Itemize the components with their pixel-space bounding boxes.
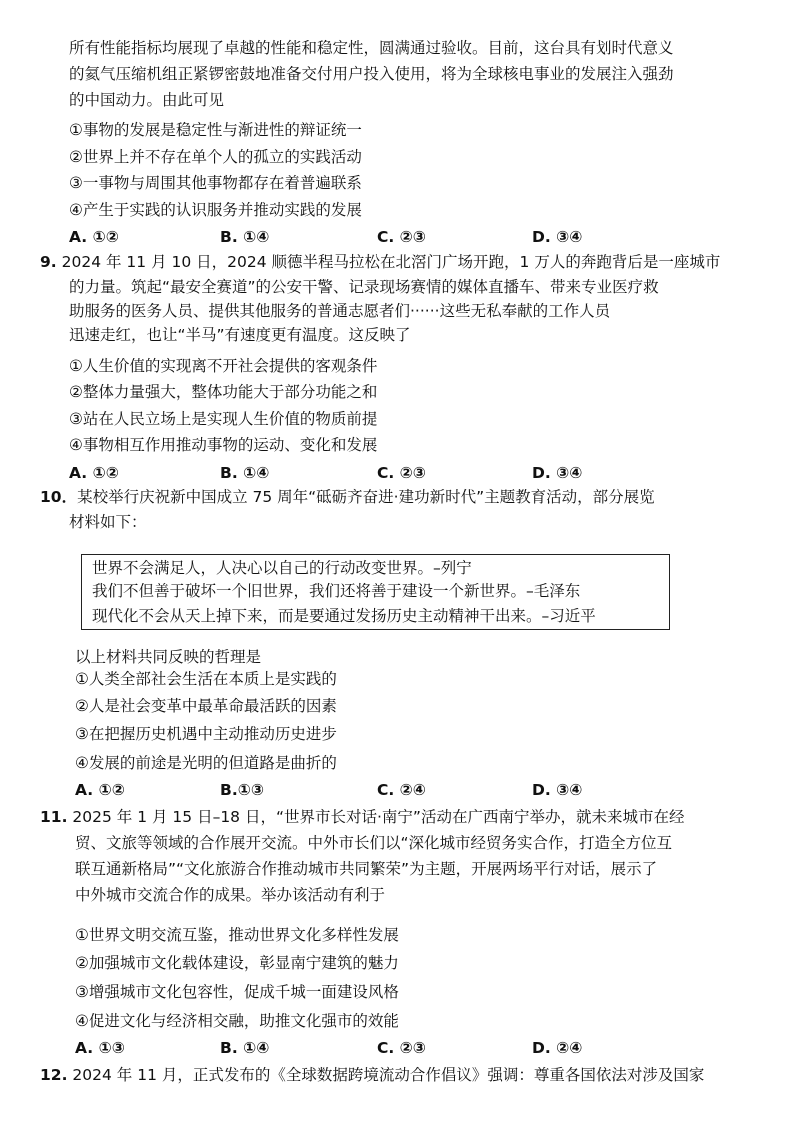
q11-option-b: B. ①④ (220, 1039, 270, 1057)
q8-option-b: B. ①④ (220, 228, 270, 246)
q10-statement-2: ②人是社会变革中最革命最活跃的因素 (75, 697, 337, 715)
q10-stem-text-1: 某校举行庆祝新中国成立 75 周年“砥砺齐奋进·建功新时代”主题教育活动，部分展览 (77, 488, 655, 506)
q10-quote-xi: 现代化不会从天上掉下来，而是要通过发扬历史主动精神干出来。–习近平 (92, 607, 596, 625)
q11-statement-3: ③增强城市文化包容性，促成千城一面建设风格 (75, 983, 399, 1001)
q12-stem-line-1 (40, 1064, 704, 1086)
q8-option-a: A. ①② (69, 228, 119, 246)
q9-stem-line-3: 助服务的医务人员、提供其他服务的普通志愿者们······这些无私奉献的工作人员 (69, 302, 611, 320)
q9-statement-3: ③站在人民立场上是实现人生价值的物质前提 (69, 410, 378, 428)
q11-option-a: A. ①③ (75, 1039, 125, 1057)
q8-stem-line-2: 的氦气压缩机组正紧锣密鼓地准备交付用户投入使用，将为全球核电事业的发展注入强劲 (69, 65, 674, 83)
q8-option-c: C. ②③ (377, 228, 426, 246)
q12-number: 12. (40, 1066, 68, 1084)
q8-stem-line-3: 的中国动力。由此可见 (69, 91, 225, 109)
q8-option-d: D. ③④ (532, 228, 583, 246)
q9-statement-1: ①人生价值的实现离不开社会提供的客观条件 (69, 357, 378, 375)
q11-option-d: D. ②④ (532, 1039, 583, 1057)
q10-option-c: C. ②④ (377, 781, 426, 799)
q8-stem-line-1: 所有性能指标均展现了卓越的性能和稳定性，圆满通过验收。目前，这台具有划时代意义 (69, 39, 674, 57)
q11-stem-line-2: 贸、文旅等领域的合作展开交流。中外市长们以“深化城市经贸务实合作，打造全方位互 (75, 834, 673, 852)
q10-statement-1: ①人类全部社会生活在本质上是实践的 (75, 670, 337, 688)
q10-number: 10． (40, 488, 78, 506)
q9-stem-text-1: 2024 年 11 月 10 日，2024 顺德半程马拉松在北滘门广场开跑，1 万人的奔跑背后是一座城市 (61, 253, 721, 271)
q9-stem-line-1 (40, 251, 720, 273)
q8-statement-4: ④产生于实践的认识服务并推动实践的发展 (69, 201, 362, 219)
q11-option-c: C. ②③ (377, 1039, 426, 1057)
q9-statement-2: ②整体力量强大，整体功能大于部分功能之和 (69, 383, 378, 401)
q11-stem-line-4: 中外城市交流合作的成果。举办该活动有利于 (75, 886, 386, 904)
q10-option-b: B.①③ (220, 781, 264, 799)
q9-number: 9. (40, 253, 57, 271)
q9-option-c: C. ②③ (377, 464, 426, 482)
q9-option-a: A. ①② (69, 464, 119, 482)
q10-statement-4: ④发展的前途是光明的但道路是曲折的 (75, 754, 337, 772)
q8-statement-2: ②世界上并不存在单个人的孤立的实践活动 (69, 148, 362, 166)
q12-stem-text-1: 2024 年 11 月，正式发布的《全球数据跨境流动合作倡议》强调：尊重各国依法对涉及国家 (72, 1066, 705, 1084)
q9-statement-4: ④事物相互作用推动事物的运动、变化和发展 (69, 436, 378, 454)
q9-option-d: D. ③④ (532, 464, 583, 482)
q10-option-d: D. ③④ (532, 781, 583, 799)
q10-lead: 以上材料共同反映的哲理是 (75, 648, 262, 666)
q11-statement-1: ①世界文明交流互鉴，推动世界文化多样性发展 (75, 926, 399, 944)
q8-statement-3: ③一事物与周围其他事物都存在着普遍联系 (69, 174, 362, 192)
q10-option-a: A. ①② (75, 781, 125, 799)
q10-statement-3: ③在把握历史机遇中主动推动历史进步 (75, 725, 337, 743)
q11-stem-line-1 (40, 806, 684, 828)
q10-quote-lenin: 世界不会满足人，人决心以自己的行动改变世界。–列宁 (92, 559, 472, 577)
q8-statement-1: ①事物的发展是稳定性与渐进性的辩证统一 (69, 121, 362, 139)
q11-number: 11. (40, 808, 68, 826)
q9-stem-line-2: 的力量。筑起“最安全赛道”的公安干警、记录现场赛情的媒体直播车、带来专业医疗救 (69, 278, 659, 296)
q11-statement-2: ②加强城市文化载体建设，彰显南宁建筑的魅力 (75, 954, 399, 972)
q9-option-b: B. ①④ (220, 464, 270, 482)
q10-quote-box (81, 554, 670, 630)
q11-stem-line-3: 联互通新格局”“文化旅游合作推动城市共同繁荣”为主题，开展两场平行对话，展示了 (75, 860, 658, 878)
q9-stem-line-4: 迅速走红，也让“半马”有速度更有温度。这反映了 (69, 326, 411, 344)
q11-stem-text-1: 2025 年 1 月 15 日–18 日，“世界市长对话·南宁”活动在广西南宁举办，就未来城市在经 (72, 808, 685, 826)
q11-statement-4: ④促进文化与经济相交融，助推文化强市的效能 (75, 1012, 399, 1030)
q10-quote-mao: 我们不但善于破坏一个旧世界，我们还将善于建设一个新世界。–毛泽东 (92, 582, 581, 600)
q10-stem-line-1 (40, 486, 655, 508)
q10-stem-line-2: 材料如下： (69, 513, 147, 531)
